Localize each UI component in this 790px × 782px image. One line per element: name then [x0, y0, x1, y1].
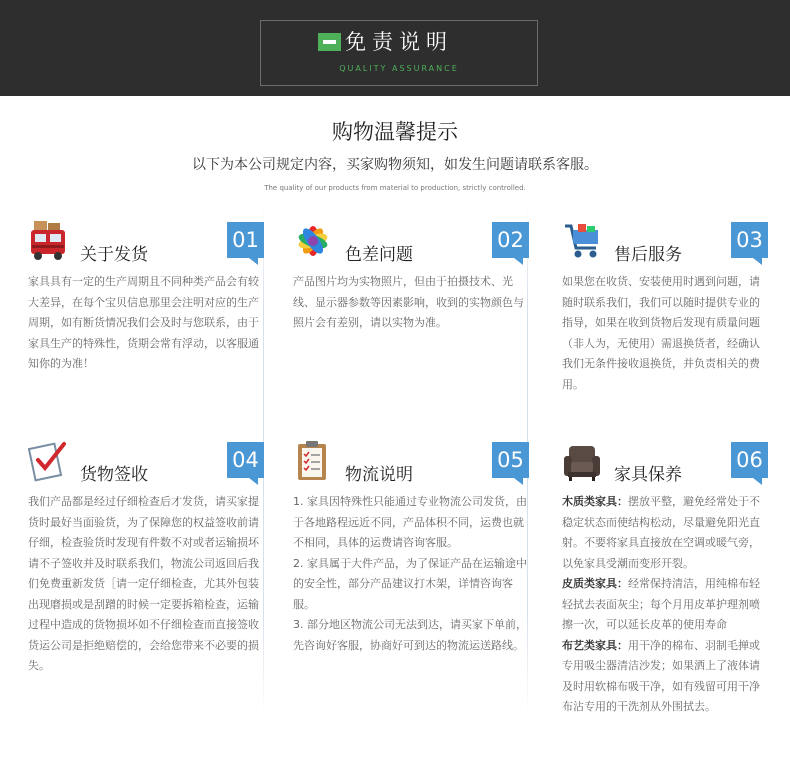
badge-icon	[318, 33, 341, 51]
card-title: 售后服务	[614, 245, 682, 265]
header-subtitle: QUALITY ASSURANCE	[339, 64, 459, 73]
card-body: 产品图片均为实物照片，但由于拍摄技术、光线、显示器参数等因素影响，收到的实物颜色与照片会有差别，请以实物为准。	[293, 275, 524, 329]
card-title: 货物签收	[80, 465, 148, 485]
shopping-cart-icon	[562, 220, 602, 262]
card-body: 如果您在收货、安装使用时遇到问题，请随时联系我们，我们可以随时提供专业的指导，如果在收到货物后发现有质量问题（非人为，无使用）需退换货者，经确认我们无条件接收退换货，并负责相关的费用。	[562, 275, 760, 391]
page-subtitle: 以下为本公司规定内容，买家购物须知，如发生问题请联系客服。	[192, 157, 598, 173]
care-label: 木质类家具：	[562, 495, 628, 508]
care-section	[562, 492, 768, 574]
logistics-paragraph: 3. 部分地区物流公司无法到达，请买家下单前，先咨询好客服，协商好可到达的物流运送路线。	[293, 618, 527, 652]
card-number-badge: 01	[227, 222, 264, 258]
card-title: 关于发货	[80, 245, 148, 265]
card-body: 家具具有一定的生产周期且不同种类产品会有较大差异，在每个宝贝信息那里会注明对应的生产周期，如有断货情况我们会及时与您联系，由于家具生产的特殊性，货期会常有浮动，以客服通知你的为准！	[28, 275, 259, 370]
header-banner	[0, 0, 790, 96]
logistics-paragraph: 1. 家具因特殊性只能通过专业物流公司发货，由于各地路程远近不同，产品体积不同，运费也就不相同，具体的运费请咨询客服。	[293, 495, 527, 549]
card-number-badge: 04	[227, 442, 264, 478]
care-section	[562, 574, 768, 636]
clipboard-icon	[293, 440, 333, 482]
page-title: 购物温馨提示	[332, 120, 458, 144]
card-number-badge: 05	[492, 442, 529, 478]
card-body: 我们产品都是经过仔细检查后才发货，请买家提货时最好当面验货，为了保障您的权益签收前请仔细，检查验货时发现有件数不对或者运输损坏请不子签收并及时联系我们，物流公司返回后我们免费重新发货［请一定仔细检查，尤其外包装出现磨损或是刮蹭的时候一定要拆箱检查，运输过程中造成的货物损坏如不仔细检查而直接签收货运公司是拒绝赔偿的，会给您带来不必要的损失。	[28, 495, 259, 672]
card-number-badge: 03	[731, 222, 768, 258]
quality-note: The quality of our products from material to production, strictly controlled.	[264, 184, 526, 192]
card-body	[293, 492, 529, 656]
color-palette-icon	[293, 220, 333, 262]
care-text: 摆放平整，避免经常处于不稳定状态而使结构松动，尽量避免阳光直射。不要将家具直接放在空调或暖气旁，以免家具受潮而变形开裂。	[562, 495, 760, 570]
care-section	[562, 636, 768, 718]
care-label: 皮质类家具：	[562, 577, 628, 590]
card-title: 物流说明	[345, 465, 413, 485]
header-title: 免责说明	[345, 30, 453, 54]
delivery-truck-icon	[28, 220, 68, 262]
armchair-icon	[562, 440, 602, 482]
card-body	[562, 492, 768, 718]
logistics-paragraph: 2. 家具属于大件产品，为了保证产品在运输途中的安全性，部分产品建议打木架，详情咨询客服。	[293, 556, 527, 611]
card-number-badge: 02	[492, 222, 529, 258]
care-text: 用干净的棉布、羽制毛掸或专用吸尘器清洁沙发；如果洒上了液体请及时用软棉布吸干净，如有残留可用干净布沾专用的干洗剂从外围拭去。	[562, 638, 760, 713]
care-label: 布艺类家具：	[562, 638, 628, 652]
checklist-icon	[28, 440, 68, 482]
card-title: 色差问题	[345, 245, 413, 265]
card-number-badge: 06	[731, 442, 768, 478]
header-frame	[260, 20, 538, 86]
card-title: 家具保养	[614, 465, 682, 485]
care-text: 经常保持清洁，用纯棉布轻轻拭去表面灰尘；每个月用皮革护理剂喷擦一次，可以延长皮革的使用寿命	[562, 577, 760, 631]
